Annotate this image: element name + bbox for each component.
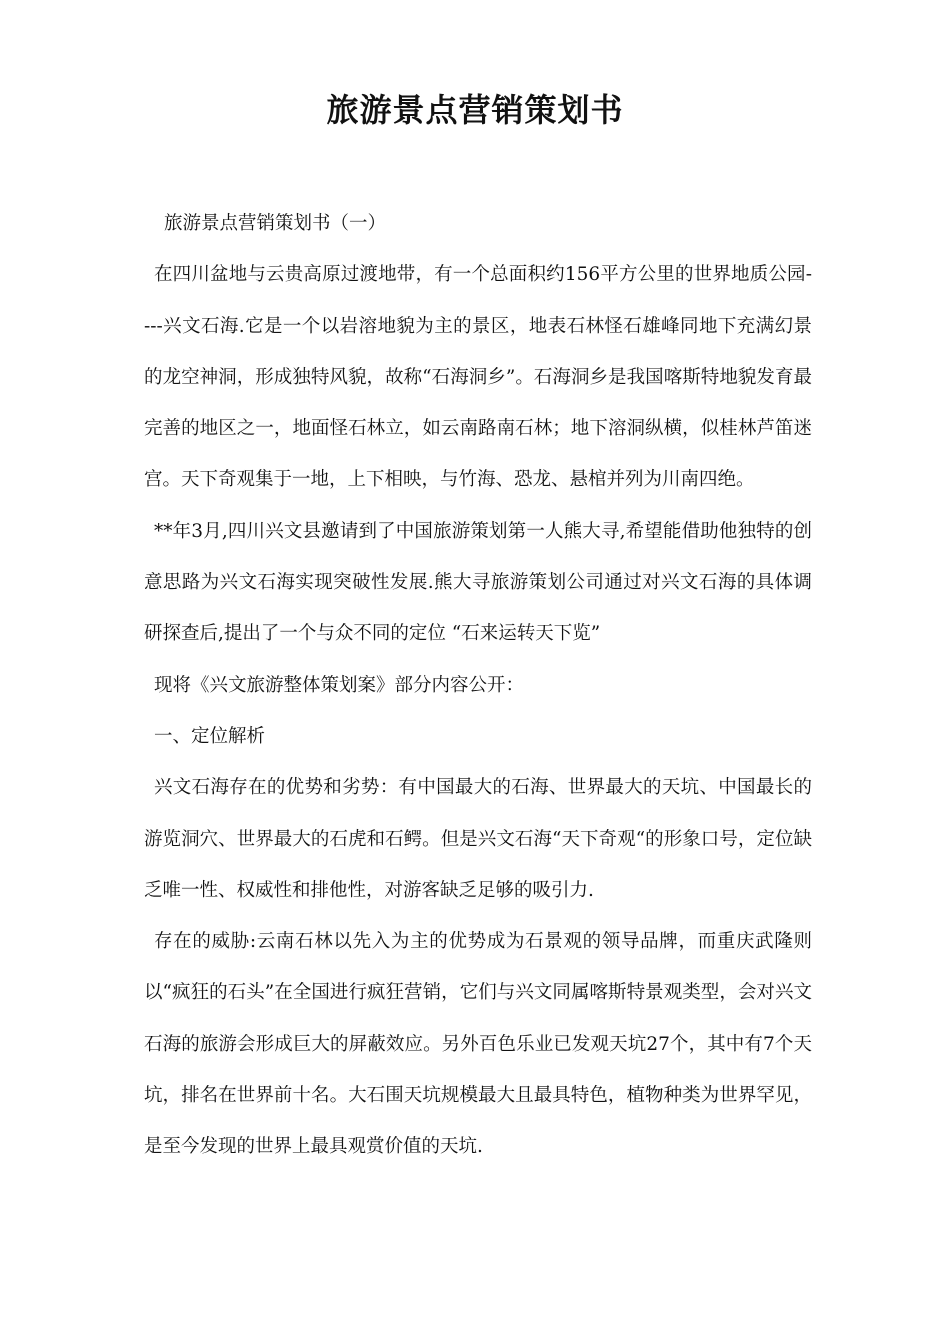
- paragraph-strengths-weaknesses: 兴文石海存在的优势和劣势：有中国最大的石海、世界最大的天坑、中国最长的游览洞穴、世界最大的石虎和石鳄。但是兴文石海“天下奇观“的形象口号，定位缺乏唯一性、权威性和排他性，对游客缺乏足够的吸引力.: [144, 777, 812, 901]
- section-heading-positioning: 一、定位解析: [154, 725, 266, 747]
- document-body: [144, 198, 812, 1173]
- section-subtitle: 旅游景点营销策划书（一）: [164, 213, 387, 234]
- document-title: 旅游景点营销策划书: [326, 91, 624, 129]
- paragraph-background: **年3月,四川兴文县邀请到了中国旅游策划第一人熊大寻,希望能借助他独特的创意思路为兴文石海实现突破性发展.熊大寻旅游策划公司通过对兴文石海的具体调研探查后,提出了一个与众不同的定位 “石来运转天下览”: [144, 520, 812, 645]
- paragraph-intro: 在四川盆地与云贵高原过渡地带，有一个总面积约156平方公里的世界地质公园----兴文石海.它是一个以岩溶地貌为主的景区，地表石林怪石雄峰同地下充满幻景的龙空神洞，形成独特风貌，故称“石海洞乡”。石海洞乡是我国喀斯特地貌发育最完善的地区之一，地面怪石林立，如云南路南石林；地下溶洞纵横，似桂林芦笛迷宫。天下奇观集于一地，上下相映，与竹海、恐龙、悬棺并列为川南四绝。: [144, 264, 812, 491]
- paragraph-threats: 存在的威胁:云南石林以先入为主的优势成为石景观的领导品牌，而重庆武隆则以“疯狂的石头”在全国进行疯狂营销，它们与兴文同属喀斯特景观类型，会对兴文石海的旅游会形成巨大的屏蔽效应。另外百色乐业已发观天坑27个，其中有7个天坑，排名在世界前十名。大石围天坑规模最大且最具特色，植物种类为世界罕见，是至今发现的世界上最具观赏价值的天坑.: [144, 931, 812, 1158]
- paragraph-announcement: 现将《兴文旅游整体策划案》部分内容公开：: [154, 674, 525, 696]
